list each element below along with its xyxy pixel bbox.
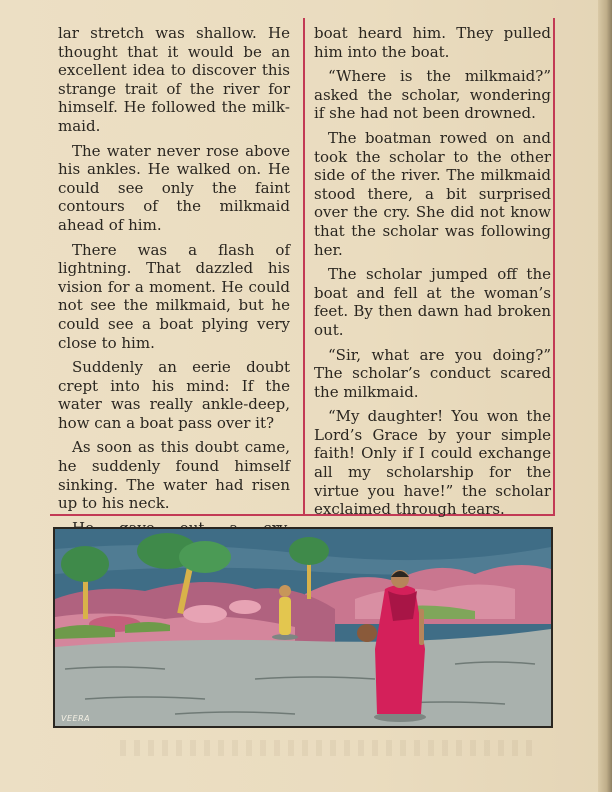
paragraph: The boatman rowed on and took the scholar to the other side of the river. The milkmaid stood there, a bit surprised over the cry. She did not know that the scholar was following her.	[314, 128, 551, 259]
water-pot-icon	[357, 624, 377, 642]
tree-canopy	[179, 541, 231, 573]
sari-fold	[388, 591, 417, 621]
paragraph: boat heard him. They pulled him into the boat.	[314, 24, 551, 61]
artist-signature: VEERA	[61, 714, 91, 723]
story-illustration	[53, 527, 553, 728]
paragraph: “Sir, what are you doing?” The scholar’s conduct scared the milkmaid.	[314, 345, 551, 401]
scholar-figure	[279, 597, 291, 635]
grass	[55, 625, 115, 639]
right-text-column	[314, 24, 551, 525]
column-divider	[303, 18, 305, 516]
paragraph: As soon as this doubt came, he suddenly found himself sinking. The water had risen up to his neck.	[58, 438, 290, 513]
page-texture-band	[120, 740, 540, 756]
scholar-head	[279, 585, 291, 597]
paragraph: “Where is the milkmaid?” asked the scholar, wondering if she had not been drowned.	[314, 67, 551, 123]
paragraph: The water never rose above his ankles. He walked on. He could see only the faint contours of the milkmaid ahead of him.	[58, 141, 290, 234]
paragraph: “My daughter! You won the Lord’s Grace by your simple faith! Only if I could exchange all my scholarship for the virtue you have!” the scholar exclaimed through tears.	[314, 407, 551, 519]
rock	[183, 605, 227, 623]
milkmaid-arm	[419, 609, 424, 645]
river-scene-drawing	[55, 529, 551, 726]
left-text-column	[58, 24, 290, 581]
tree-canopy	[289, 537, 329, 565]
paragraph: There was a flash of lightning. That dazzled his vision for a moment. He could not see the milkmaid, but he could see a boat plying very close to him.	[58, 240, 290, 352]
tree-canopy	[61, 546, 109, 582]
paragraph: Suddenly an eerie doubt crept into his mind: If the water was really ankle-deep, how can a boat pass over it?	[58, 358, 290, 432]
paragraph: The scholar jumped off the boat and fell at the woman’s feet. By then dawn had broken out.	[314, 265, 551, 339]
paragraph: lar stretch was shallow. He thought that it would be an excellent idea to discover this strange trait of the river for himself. He followed the milkmaid.	[58, 24, 290, 135]
page-spine-edge	[598, 0, 612, 792]
rock	[229, 600, 261, 614]
